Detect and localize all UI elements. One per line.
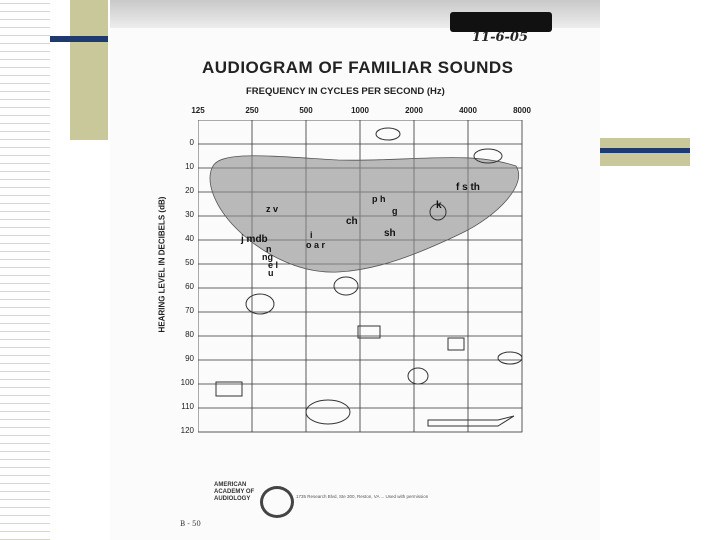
speech-sound-zv: z v (266, 204, 279, 214)
speech-sound-mdb: j mdb (241, 234, 268, 245)
db-label-10: 10 (185, 162, 194, 171)
motorcycle-icon (498, 352, 522, 364)
speech-sound-g: g (392, 206, 398, 216)
page-reference: B - 50 (180, 520, 201, 528)
org-footer-text: 1735 Research Blvd, Ste 300, Reston, VA ... Used with permission (296, 494, 429, 499)
speech-sound-i: i (310, 230, 313, 240)
freq-label-1000: 1000 (351, 106, 369, 115)
speech-sound-sh: sh (384, 228, 396, 239)
speech-sound-k: k (436, 200, 442, 211)
freq-label-250: 250 (245, 106, 259, 115)
bird-icon (376, 128, 400, 140)
db-label-50: 50 (185, 258, 194, 267)
decorative-stripe-left (0, 0, 50, 540)
speech-sound-n: n (266, 244, 272, 254)
phone-icon (448, 338, 464, 350)
document-title: AUDIOGRAM OF FAMILIAR SOUNDS (202, 58, 514, 77)
speech-sound-ng: ng (262, 252, 273, 262)
freq-label-125: 125 (191, 106, 205, 115)
decorative-tan-block-left (70, 0, 108, 140)
baby-icon (334, 277, 358, 295)
airplane-icon (428, 416, 514, 426)
freq-label-4000: 4000 (459, 106, 477, 115)
freq-label-500: 500 (299, 106, 313, 115)
hearing-level-axis-title: HEARING LEVEL IN DECIBELS (dB) (157, 196, 167, 333)
decorative-navy-bar-left (50, 36, 108, 42)
db-label-80: 80 (185, 330, 194, 339)
freq-label-8000: 8000 (513, 106, 531, 115)
scanned-document (110, 0, 600, 540)
speech-sound-ph: p h (372, 194, 386, 204)
dog-icon (246, 294, 274, 314)
db-label-30: 30 (185, 210, 194, 219)
speech-sound-ch: ch (346, 216, 358, 227)
speech-sound-u: u (268, 268, 274, 278)
decorative-navy-bar-right (598, 148, 690, 153)
band-icon (306, 400, 350, 424)
db-label-110: 110 (181, 402, 194, 411)
speech-sound-el: e l (268, 260, 279, 270)
db-label-0: 0 (189, 138, 194, 147)
db-label-40: 40 (185, 234, 194, 243)
frequency-axis-title: FREQUENCY IN CYCLES PER SECOND (Hz) (246, 86, 445, 97)
handwritten-date: 11-6-05 (472, 30, 529, 45)
db-label-100: 100 (180, 378, 194, 387)
db-label-120: 120 (180, 426, 194, 435)
audiogram-grid (198, 120, 528, 436)
redaction-mark (450, 12, 552, 32)
db-label-20: 20 (185, 186, 194, 195)
db-label-90: 90 (185, 354, 194, 363)
db-label-60: 60 (185, 282, 194, 291)
freq-label-2000: 2000 (405, 106, 423, 115)
speech-banana (210, 156, 519, 272)
org-name: AMERICAN ACADEMY OF AUDIOLOGY (214, 482, 255, 502)
org-logo-icon (260, 486, 294, 518)
chainsaw-icon (408, 368, 428, 384)
db-label-70: 70 (185, 306, 194, 315)
speech-sound-fsth: f s th (456, 182, 480, 193)
speech-sound-oar: o a r (306, 240, 326, 250)
